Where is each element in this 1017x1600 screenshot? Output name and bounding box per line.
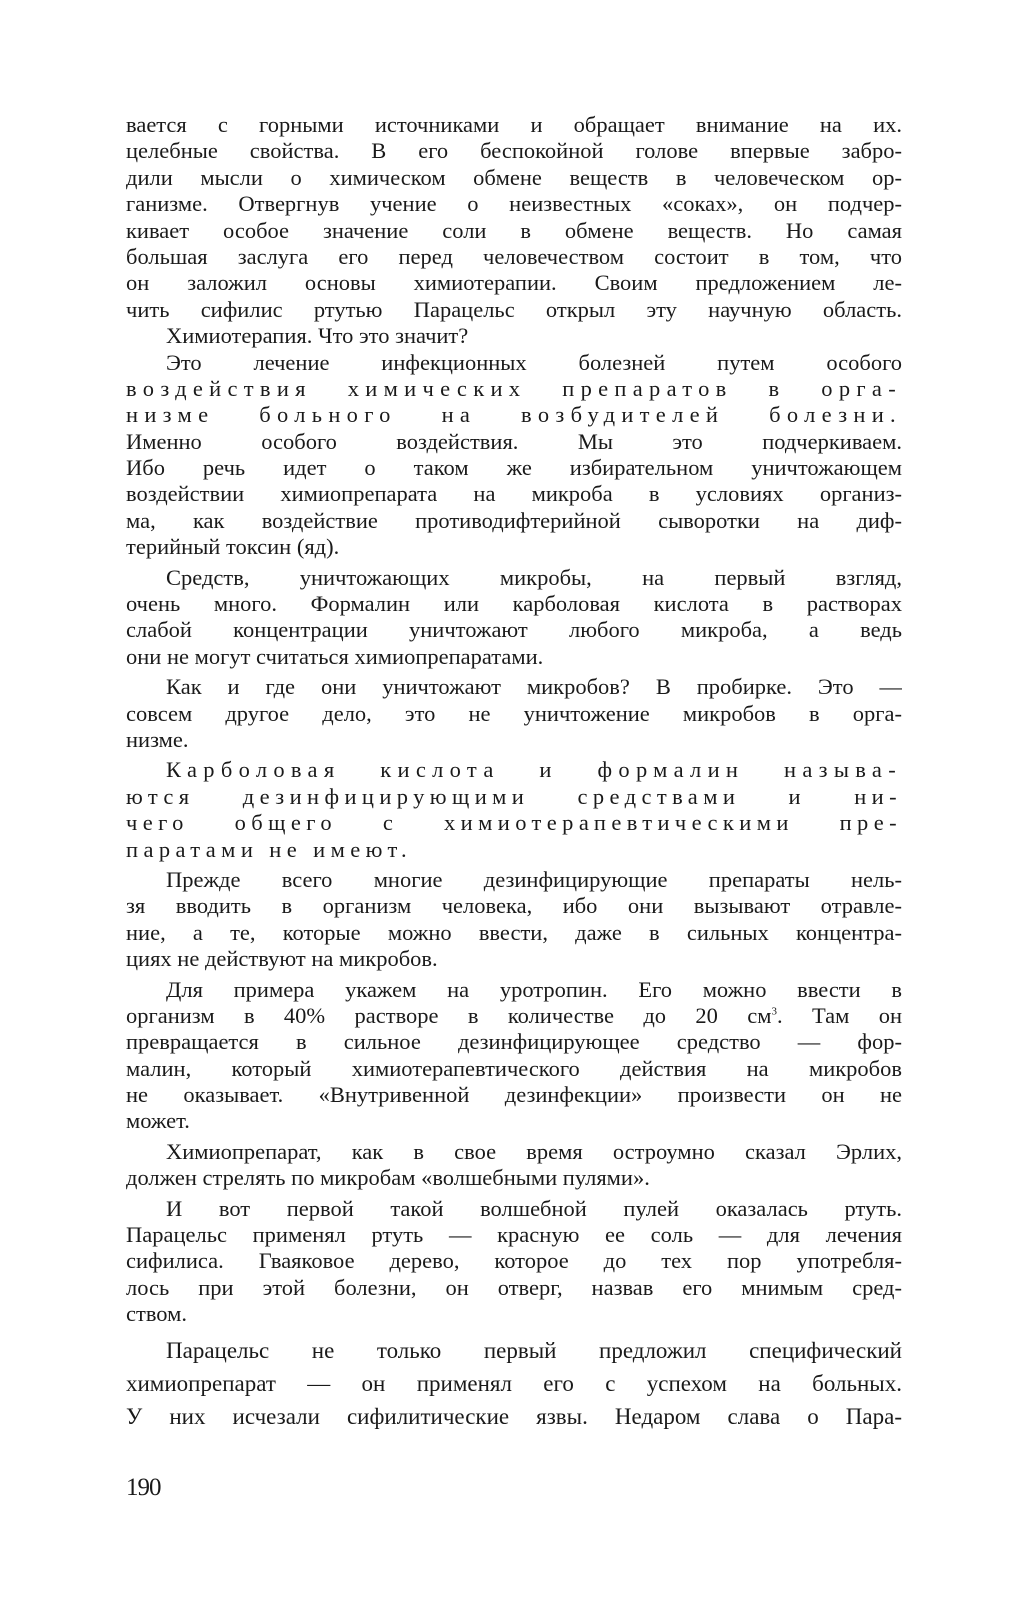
text-line: Парацельс не только первый предложил специфический — [166, 1337, 902, 1363]
text-line: У них исчезали сифилитические язвы. Недаром слава о Пара- — [126, 1403, 902, 1429]
text-line: чить сифилис ртутью Парацельс открыл эту научную область. — [126, 296, 902, 322]
text-line: слабой концентрации уничтожают любого микроба, а ведь — [126, 617, 902, 643]
text-line: Химиотерапия. Что это значит? — [166, 323, 469, 349]
text-line: сифилиса. Гваяковое дерево, которое до тех пор употребля- — [126, 1248, 902, 1274]
text-span: . Там он — [776, 1002, 902, 1028]
text-line: большая заслуга его перед человечеством состоит в том, что — [126, 243, 902, 269]
text-line: паратами не имеют. — [126, 836, 413, 862]
paragraph-10 — [126, 1196, 902, 1328]
text-line: целебные свойства. В его беспокойной голове впервые забро- — [126, 138, 902, 164]
paragraph-3 — [126, 350, 902, 561]
text-line: Именно особого воздействия. Мы это подчеркиваем. — [126, 428, 902, 454]
text-line: воздействии химиопрепарата на микроба в условиях организ- — [126, 481, 902, 507]
text-line: Средств, уничтожающих микробы, на первый взгляд, — [166, 564, 902, 590]
paragraph-2 — [126, 323, 902, 349]
text-line: низме больного на возбудителей болезни. — [126, 402, 902, 428]
text-line: ются дезинфицирующими средствами и ни- — [126, 783, 902, 809]
text-line: может. — [126, 1108, 190, 1134]
text-line: должен стрелять по микробам «волшебными пулями». — [126, 1165, 650, 1191]
text-line: он заложил основы химиотерапии. Своим предложением ле- — [126, 270, 902, 296]
text-line: воздействия химических препаратов в орга- — [126, 375, 902, 401]
paragraph-7 — [126, 867, 902, 973]
text-line: Прежде всего многие дезинфицирующие препараты нель- — [166, 866, 902, 892]
text-span: организм в 40% растворе в количестве до 20 см — [126, 1002, 772, 1028]
text-line: очень много. Формалин или карболовая кислота в растворах — [126, 591, 902, 617]
paragraph-1 — [126, 112, 902, 323]
text-line: зя вводить в организм человека, ибо они вызывают отравле- — [126, 893, 902, 919]
text-span: Это лечение инфекционных болезней путем особого — [166, 349, 902, 375]
paragraph-8 — [126, 977, 902, 1135]
paragraph-11 — [126, 1334, 902, 1433]
paragraph-4 — [126, 565, 902, 671]
text-line: дили мысли о химическом обмене веществ в человеческом ор- — [126, 164, 902, 190]
text-line — [126, 1003, 902, 1029]
text-line: Как и где они уничтожают микробов? В пробирке. Это — — [166, 674, 902, 700]
text-line: совсем другое дело, это не уничтожение микробов в орга- — [126, 700, 902, 726]
text-line: И вот первой такой волшебной пулей оказалась ртуть. — [166, 1195, 902, 1221]
text-line: ганизме. Отвергнув учение о неизвестных «соках», он подчер- — [126, 191, 902, 217]
text-line: малин, который химиотерапевтического действия на микробов — [126, 1055, 902, 1081]
text-line: низме. — [126, 726, 189, 752]
text-line: Парацельс применял ртуть — красную ее соль — для лечения — [126, 1222, 902, 1248]
page-body — [126, 112, 902, 1433]
text-line: ние, а те, которые можно ввести, даже в сильных концентра- — [126, 919, 902, 945]
text-line: лось при этой болезни, он отверг, назвав его мнимым сред- — [126, 1274, 902, 1300]
paragraph-5 — [126, 674, 902, 753]
text-line: не оказывает. «Внутривенной дезинфекции» произвести он не — [126, 1082, 902, 1108]
text-line: циях не действуют на микробов. — [126, 946, 438, 972]
text-line: Для примера укажем на уротропин. Его можно ввести в — [166, 976, 902, 1002]
text-line: чего общего с химиотерапевтическими пре- — [126, 810, 902, 836]
page-number: 190 — [126, 1474, 161, 1501]
text-line: кивает особое значение соли в обмене веществ. Но самая — [126, 217, 902, 243]
text-line: превращается в сильное дезинфицирующее средство — фор- — [126, 1029, 902, 1055]
text-line: ством. — [126, 1301, 187, 1327]
text-line: вается с горными источниками и обращает внимание на их. — [126, 112, 902, 137]
text-line: они не могут считаться химиопрепаратами. — [126, 643, 544, 669]
text-line: Ибо речь идет о таком же избирательном уничтожающем — [126, 455, 902, 481]
superscript: 3 — [771, 1005, 777, 1018]
text-line: ма, как воздействие противодифтерийной сыворотки на диф- — [126, 507, 902, 533]
text-line: Химиопрепарат, как в свое время остроумно сказал Эрлих, — [166, 1138, 902, 1164]
text-line: Карболовая кислота и формалин называ- — [166, 757, 902, 783]
text-line: терийный токсин (яд). — [126, 534, 340, 560]
text-line: химиопрепарат — он применял его с успехом на больных. — [126, 1370, 902, 1396]
paragraph-6 — [126, 757, 902, 863]
paragraph-9 — [126, 1139, 902, 1192]
text-line — [126, 350, 902, 376]
